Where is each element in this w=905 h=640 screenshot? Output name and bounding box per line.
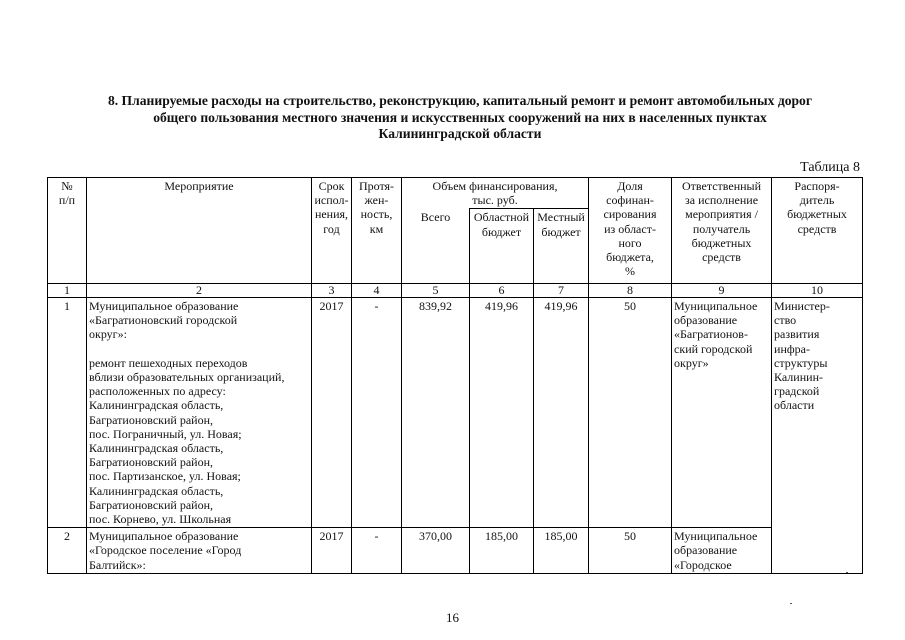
page-number: 16 [446, 610, 459, 625]
column-number: 9 [672, 283, 772, 297]
row-manager: Министер- ство развития инфра- структуры Калинин- градской области [772, 297, 863, 527]
row-share: 50 [589, 528, 672, 574]
row-length: - [352, 297, 402, 527]
header-event: Мероприятие [87, 178, 312, 284]
table-header-row [48, 178, 863, 209]
row-local: 419,96 [534, 297, 589, 527]
table-row [48, 528, 863, 574]
row-year: 2017 [312, 297, 352, 527]
header-local: Местный бюджет [534, 209, 589, 284]
column-number: 3 [312, 283, 352, 297]
row-event: Муниципальное образование «Городское поселение «Город Балтийск»: [87, 528, 312, 574]
header-term: Срок испол- нения, год [312, 178, 352, 284]
row-year: 2017 [312, 528, 352, 574]
column-number: 8 [589, 283, 672, 297]
row-regional: 185,00 [470, 528, 534, 574]
heading-line-2: общего пользования местного значения и искусственных сооружений на них в населенных пунктах [153, 109, 767, 125]
row-local: 185,00 [534, 528, 589, 574]
heading-line-3: Калининградской области [378, 126, 542, 141]
row-manager [772, 528, 863, 574]
header-length: Протя- жен- ность, км [352, 178, 402, 284]
header-no: № п/п [48, 178, 87, 284]
header-share: Доля софинан- сирования из област- ного бюджета, % [589, 178, 672, 284]
column-number: 7 [534, 283, 589, 297]
header-financing: Объем финансирования, тыс. руб. [402, 178, 589, 209]
column-number: 6 [470, 283, 534, 297]
column-numbers-row [48, 283, 863, 297]
header-regional: Областной бюджет [470, 209, 534, 284]
row-event: Муниципальное образование «Багратионовский городской округ»: ремонт пешеходных переходов вблизи образовательных организаций, расположенных по адресу: Калининградская область, Багратионовский район, пос. Пограничный, ул. Новая; Калининградская область, Багратионовский район, пос. Партизанское, ул. Новая; Калининградская область, Багратионовский район, пос. Корнево, ул. Школьная [87, 297, 312, 527]
row-number: 2 [48, 528, 87, 574]
column-number: 2 [87, 283, 312, 297]
column-number: 5 [402, 283, 470, 297]
scan-speck [790, 603, 792, 604]
column-number: 4 [352, 283, 402, 297]
row-total: 370,00 [402, 528, 470, 574]
row-number: 1 [48, 297, 87, 527]
expenses-table [47, 177, 863, 574]
row-responsible: Муниципальное образование «Багратионов- ский городской округ» [672, 297, 772, 527]
table-label: Таблица 8 [800, 160, 860, 175]
row-responsible: Муниципальное образование «Городское [672, 528, 772, 574]
header-responsible: Ответственный за исполнение мероприятия / получатель бюджетных средств [672, 178, 772, 284]
header-manager: Распоря- дитель бюджетных средств [772, 178, 863, 284]
header-total: Всего [402, 209, 470, 284]
row-share: 50 [589, 297, 672, 527]
row-regional: 419,96 [470, 297, 534, 527]
row-total: 839,92 [402, 297, 470, 527]
table-row [48, 297, 863, 527]
document-heading [40, 93, 880, 143]
heading-line-1: 8. Планируемые расходы на строительство, реконструкцию, капитальный ремонт и ремонт автомобильных дорог [107, 93, 813, 108]
scan-speck [846, 572, 848, 573]
row-length: - [352, 528, 402, 574]
column-number: 10 [772, 283, 863, 297]
column-number: 1 [48, 283, 87, 297]
